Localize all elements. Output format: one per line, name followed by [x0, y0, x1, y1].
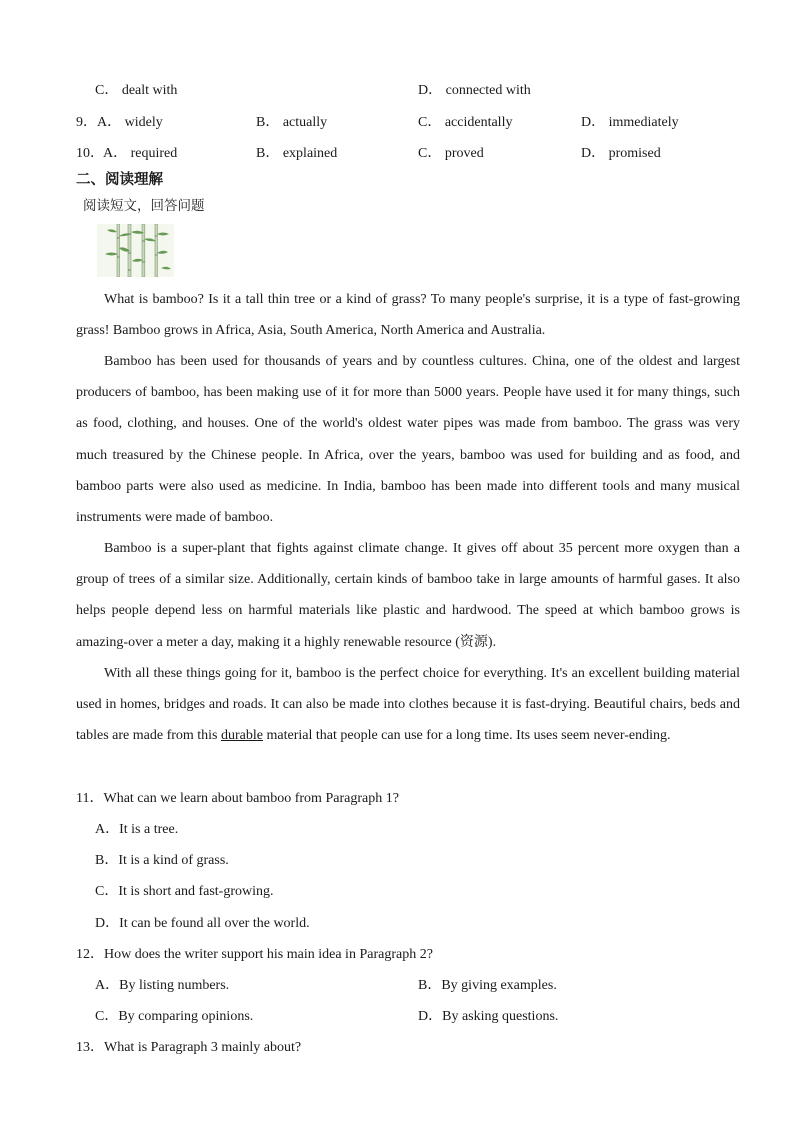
q11-option-d: D．It can be found all over the world. — [95, 916, 310, 931]
q9-option-d: D． immediately — [581, 115, 679, 130]
q11-stem: 11．What can we learn about bamboo from Paragraph 1? — [76, 791, 399, 806]
q8-option-d: D． connected with — [418, 83, 531, 98]
p4-text-before: With all these things going for it, bamboo is the perfect choice for everything. It's an excellent building material used in homes, bridges and roads. It can also be made into clothes because it is fast-drying. Beautiful chairs, beds and tables are made from this — [76, 666, 740, 744]
q11-option-c: C．It is short and fast-growing. — [95, 884, 274, 899]
q10-option-d: D． promised — [581, 146, 661, 161]
q10-option-b: B． explained — [256, 146, 338, 161]
passage-paragraph-4 — [76, 658, 740, 752]
q12-option-a: A．By listing numbers. — [95, 978, 230, 993]
q11-option-a: A．It is a tree. — [95, 822, 179, 837]
section-title: 二、阅读理解 — [76, 172, 163, 188]
q9-option-b: B． actually — [256, 115, 328, 130]
passage-paragraph-1: What is bamboo? Is it a tall thin tree or a kind of grass? To many people's surprise, it is a type of fast-growing grass! Bamboo grows in Africa, Asia, South America, North America and Australia. — [76, 292, 740, 339]
q9-number: 9． — [76, 115, 97, 130]
section-instruction: 阅读短文，回答问题 — [83, 198, 205, 214]
q10-option-a: A． required — [103, 146, 178, 161]
q12-option-b: B．By giving examples. — [418, 978, 557, 993]
q9-option-a: A． widely — [97, 115, 163, 130]
q8-option-c: C． dealt with — [95, 83, 178, 98]
q10-number: 10． — [76, 146, 104, 161]
q9-option-c: C． accidentally — [418, 115, 513, 130]
bamboo-image — [97, 224, 174, 277]
underlined-word-durable: durable — [221, 728, 263, 744]
q12-stem: 12．How does the writer support his main idea in Paragraph 2? — [76, 947, 433, 962]
q13-stem: 13．What is Paragraph 3 mainly about? — [76, 1040, 302, 1055]
q12-option-c: C．By comparing opinions. — [95, 1009, 254, 1024]
passage-paragraph-2: Bamboo has been used for thousands of years and by countless cultures. China, one of the oldest and largest producers of bamboo, has been making use of it for more than 5000 years. People have used it for many things, such as food, clothing, and houses. One of the world's oldest water pipes was made from bamboo. The grass was very much treasured by the Chinese people. In Africa, over the years, bamboo was used for building and as food, and bamboo parts were also used as medicine. In India, bamboo has been made into different tools and many musical instruments were made of bamboo. — [76, 354, 740, 526]
p4-text-after: material that people can use for a long time. Its uses seem never-ending. — [263, 728, 671, 744]
q12-option-d: D．By asking questions. — [418, 1009, 559, 1024]
passage-paragraph-3: Bamboo is a super-plant that fights against climate change. It gives off about 35 percent more oxygen than a group of trees of a similar size. Additionally, certain kinds of bamboo take in large amounts of harmful gases. It also helps people depend less on harmful materials like plastic and hardwood. The speed at which bamboo grows is amazing-over a meter a day, making it a highly renewable resource (资源). — [76, 541, 740, 650]
q11-option-b: B．It is a kind of grass. — [95, 853, 229, 868]
q10-option-c: C． proved — [418, 146, 484, 161]
bamboo-illustration-icon — [97, 224, 174, 277]
